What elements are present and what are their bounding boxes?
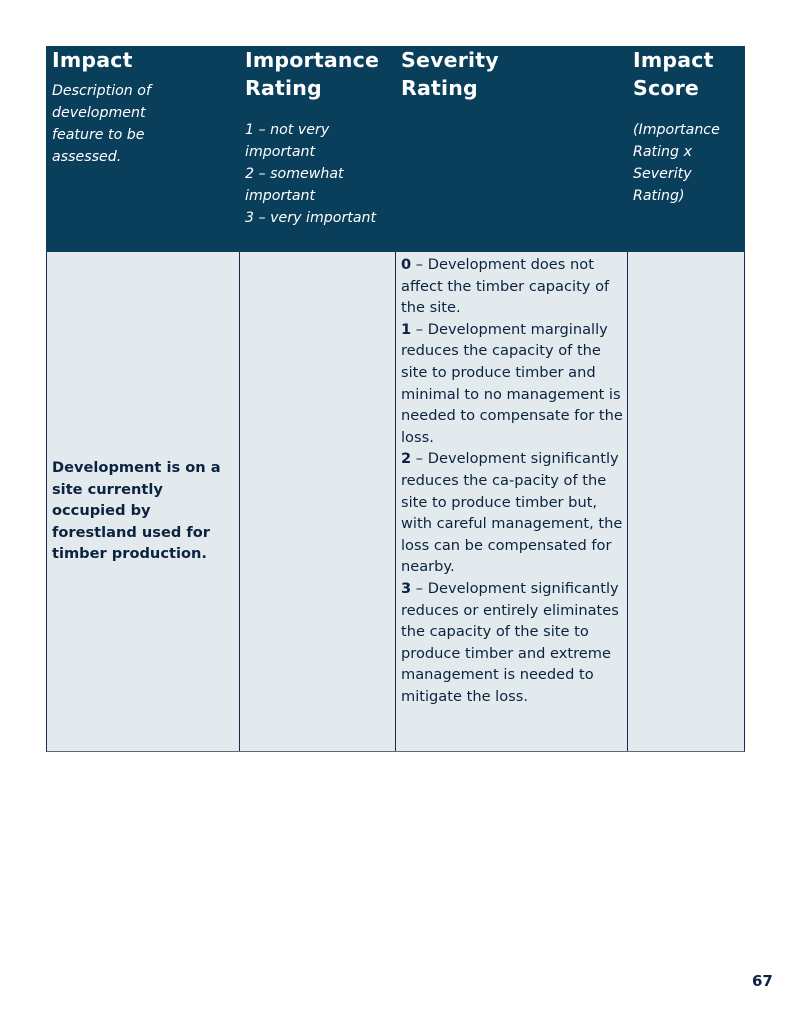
severity-text: – Development marginally reduces the capacity of the site to produce timber and minimal to no management is needed to compensate for the loss. [401, 320, 623, 446]
importance-scale-1: 1 – not very important [245, 122, 330, 160]
header-impact-title: Impact [52, 48, 133, 72]
header-score-title-1: Impact [633, 48, 714, 72]
severity-level-1 [401, 319, 623, 449]
severity-number: 1 [401, 320, 412, 338]
header-score-title-2: Score [633, 76, 700, 100]
page-number: 67 [752, 972, 773, 990]
header-impact [52, 46, 237, 168]
table-row [46, 252, 745, 752]
severity-text: – Development does not affect the timber capacity of the site. [401, 256, 610, 317]
severity-number: 2 [401, 450, 412, 468]
importance-scale-2: 2 – somewhat important [245, 166, 344, 204]
header-impact-subtitle: Description of development feature to be assessed. [52, 83, 151, 165]
severity-level-2 [401, 448, 623, 578]
header-score [633, 46, 741, 207]
header-importance-title-1: Importance [245, 48, 380, 72]
header-importance [245, 46, 395, 229]
column-divider [239, 252, 240, 751]
severity-level-3 [401, 578, 623, 708]
header-severity-title-2: Rating [401, 76, 478, 100]
severity-text: – Development significantly reduces or entirely eliminates the capacity of the site to produce timber and extreme management is needed to mitigate the loss. [401, 579, 619, 705]
severity-text: – Development significantly reduces the ca-pacity of the site to produce timber but, with careful management, the loss can be compensated for nearby. [401, 450, 623, 576]
impact-description: Development is on a site currently occupied by forestland used for timber production. [52, 459, 221, 563]
severity-rating-cell [401, 254, 623, 707]
importance-scale-3: 3 – very important [245, 210, 377, 226]
severity-number: 3 [401, 579, 412, 597]
severity-number: 0 [401, 256, 412, 273]
impact-assessment-table [46, 46, 745, 752]
header-severity [401, 46, 621, 102]
column-divider [395, 252, 396, 751]
column-divider [627, 252, 628, 751]
table-header [46, 46, 745, 252]
header-importance-title-2: Rating [245, 76, 322, 100]
header-severity-title-1: Severity [401, 48, 499, 72]
severity-level-0 [401, 254, 623, 319]
header-score-subtitle: (Importance Rating x Severity Rating) [633, 122, 720, 204]
